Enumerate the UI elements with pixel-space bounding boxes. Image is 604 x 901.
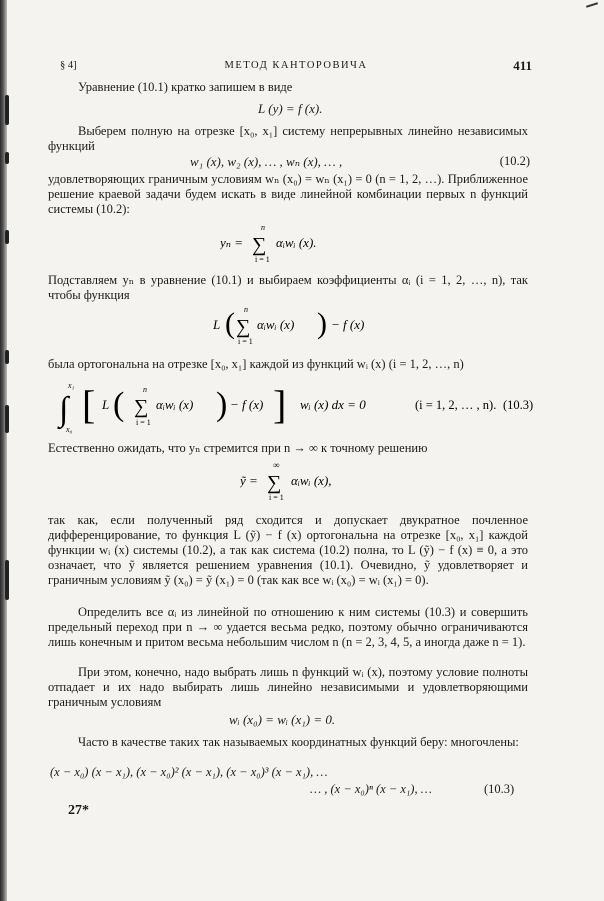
paragraph-8: Определить все αᵢ из линейной по отношению к ним системы (10.3) и совершить предельный переход при n → ∞ удается весьма редко, поэтому обычно ограничиваются лишь конечным и притом весьма небольшим числом n (n = 2, 3, 4, 5, а иногда даже n = 1). xyxy=(48,605,528,649)
eq-int-sum-bot: i = 1 xyxy=(136,418,151,427)
paren-left: ( xyxy=(113,386,125,423)
eq-ytilde-sum-bot: i = 1 xyxy=(269,493,284,502)
eq-yn-sum-top: n xyxy=(261,223,265,232)
eq-L-tail: − f (x) xyxy=(331,317,365,332)
page-number: 411 xyxy=(513,58,532,73)
eq-int-tail: wᵢ (x) dx = 0 xyxy=(300,397,366,412)
equation-exact-solution xyxy=(240,458,400,502)
equation-number: (10.2) xyxy=(499,154,530,168)
eq-int-num: (10.3) xyxy=(503,398,534,412)
eq-ytilde-rhs: αᵢwᵢ (x), xyxy=(291,473,332,488)
paragraph-2: Выберем полную на отрезке [x₀, x₁] систему непрерывных линейно независимых функций xyxy=(48,124,528,153)
page-binding-edge xyxy=(0,0,7,901)
corner-mark xyxy=(586,2,598,8)
eq-yn-rhs: αᵢwᵢ (x). xyxy=(276,235,317,250)
binding-mark xyxy=(5,152,9,164)
paragraph-5: была ортогональна на отрезке [x₀, x₁] каждой из функций wᵢ (x) (i = 1, 2, …, n) xyxy=(48,357,464,371)
eq-yn-lhs: yₙ = xyxy=(220,235,244,250)
paragraph-10: Часто в качестве таких так называемых координатных функций беру: многочлены: xyxy=(78,735,519,749)
eq-L-text: L xyxy=(213,317,221,332)
equation-functional xyxy=(213,303,393,347)
binding-mark xyxy=(5,405,9,433)
running-title: МЕТОД КАНТОРОВИЧА xyxy=(224,60,368,71)
section-label: § 4] xyxy=(60,60,77,71)
eq-L-sum-bot: i = 1 xyxy=(238,337,253,346)
eq-L-inner: αᵢwᵢ (x) xyxy=(257,317,295,332)
sigma-symbol: ∑ xyxy=(236,316,251,338)
paragraph-3: удовлетворяющих граничным условиям wₙ (x₀) = wₙ (x₁) = 0 (n = 1, 2, …). Приближенное решение краевой задачи будем искать в виде линейной комбинации первых n функций системы (10.2): xyxy=(48,172,528,216)
sigma-symbol: ∑ xyxy=(267,472,282,494)
eq-int-minus: − f (x) xyxy=(230,397,264,412)
eq-L-sum-top: n xyxy=(244,305,248,314)
paragraph-6: Естественно ожидать, что yₙ стремится при n → ∞ к точному решению xyxy=(48,441,428,455)
signature-mark: 27* xyxy=(68,803,89,818)
eq-int-inner: αᵢwᵢ (x) xyxy=(156,397,194,412)
eq-int-L: L xyxy=(102,397,110,412)
eq-int-lower: x₀ xyxy=(66,425,73,434)
equation-yn xyxy=(220,220,380,264)
binding-mark xyxy=(5,560,9,600)
equation-number: (10.3) xyxy=(484,782,515,796)
sigma-symbol: ∑ xyxy=(134,396,149,418)
equation-main: L (y) = f (x). xyxy=(258,101,323,116)
eq-int-sum-top: n xyxy=(143,385,147,394)
paragraph-9: При этом, конечно, надо выбрать лишь n функций wᵢ (x), поэтому условие полноты отпадает и их надо выбирать лишь линейно независимыми и удовлетворяющими граничным условиям xyxy=(48,665,528,709)
equation-polynomials-line2: … , (x − x₀)ⁿ (x − x₁), … xyxy=(310,782,432,796)
binding-mark xyxy=(5,230,9,244)
paragraph-4: Подставляем yₙ в уравнение (10.1) и выбираем коэффициенты αᵢ (i = 1, 2, …, n), так чтобы функция xyxy=(48,273,528,302)
eq-ytilde-lhs: ỹ = xyxy=(240,473,258,488)
sigma-symbol: ∑ xyxy=(252,234,267,256)
paren-right: ) xyxy=(216,386,228,423)
eq-ytilde-sum-top: ∞ xyxy=(273,460,280,470)
equation-polynomials-line1: (x − x₀) (x − x₁), (x − x₀)² (x − x₁), (x − x₀)³ (x − x₁), … xyxy=(50,765,328,779)
bracket-right: ] xyxy=(273,382,287,427)
equation-orthogonality xyxy=(56,378,556,434)
eq-int-cond: (i = 1, 2, … , n). xyxy=(415,398,497,412)
bracket-left: [ xyxy=(82,382,96,427)
paragraph-1: Уравнение (10.1) кратко запишем в виде xyxy=(78,80,293,94)
equation-boundary: wᵢ (x₀) = wᵢ (x₁) = 0. xyxy=(229,712,336,727)
page-header xyxy=(60,58,532,78)
binding-mark xyxy=(5,95,9,125)
paren-right: ) xyxy=(317,307,327,340)
eq-int-upper: x₁ xyxy=(68,381,75,390)
equation-system: w₁ (x), w₂ (x), … , wₙ (x), … , xyxy=(190,154,343,169)
paragraph-7: так как, если полученный ряд сходится и допускает двукратное почленное дифференцирование, то функция L (ỹ) − f (x) ортогональна на отрезке [x₀, x₁] каждой функции wᵢ (x) системы (10.2), а так как система (10.2) полна, то L (ỹ) − f (x) ≡ 0, а это означает, что ỹ является решением уравнения (10.1). Очевидно, ỹ удовлетворяет и граничным условиям ỹ (x₀) = ỹ (x₁) = 0 (так как все wᵢ (x₀) = wᵢ (x₁) = 0). xyxy=(48,513,528,587)
paren-left: ( xyxy=(225,307,235,340)
binding-mark xyxy=(5,350,9,364)
integral-symbol: ∫ xyxy=(59,391,69,428)
eq-yn-sum-bot: i = 1 xyxy=(255,255,270,264)
